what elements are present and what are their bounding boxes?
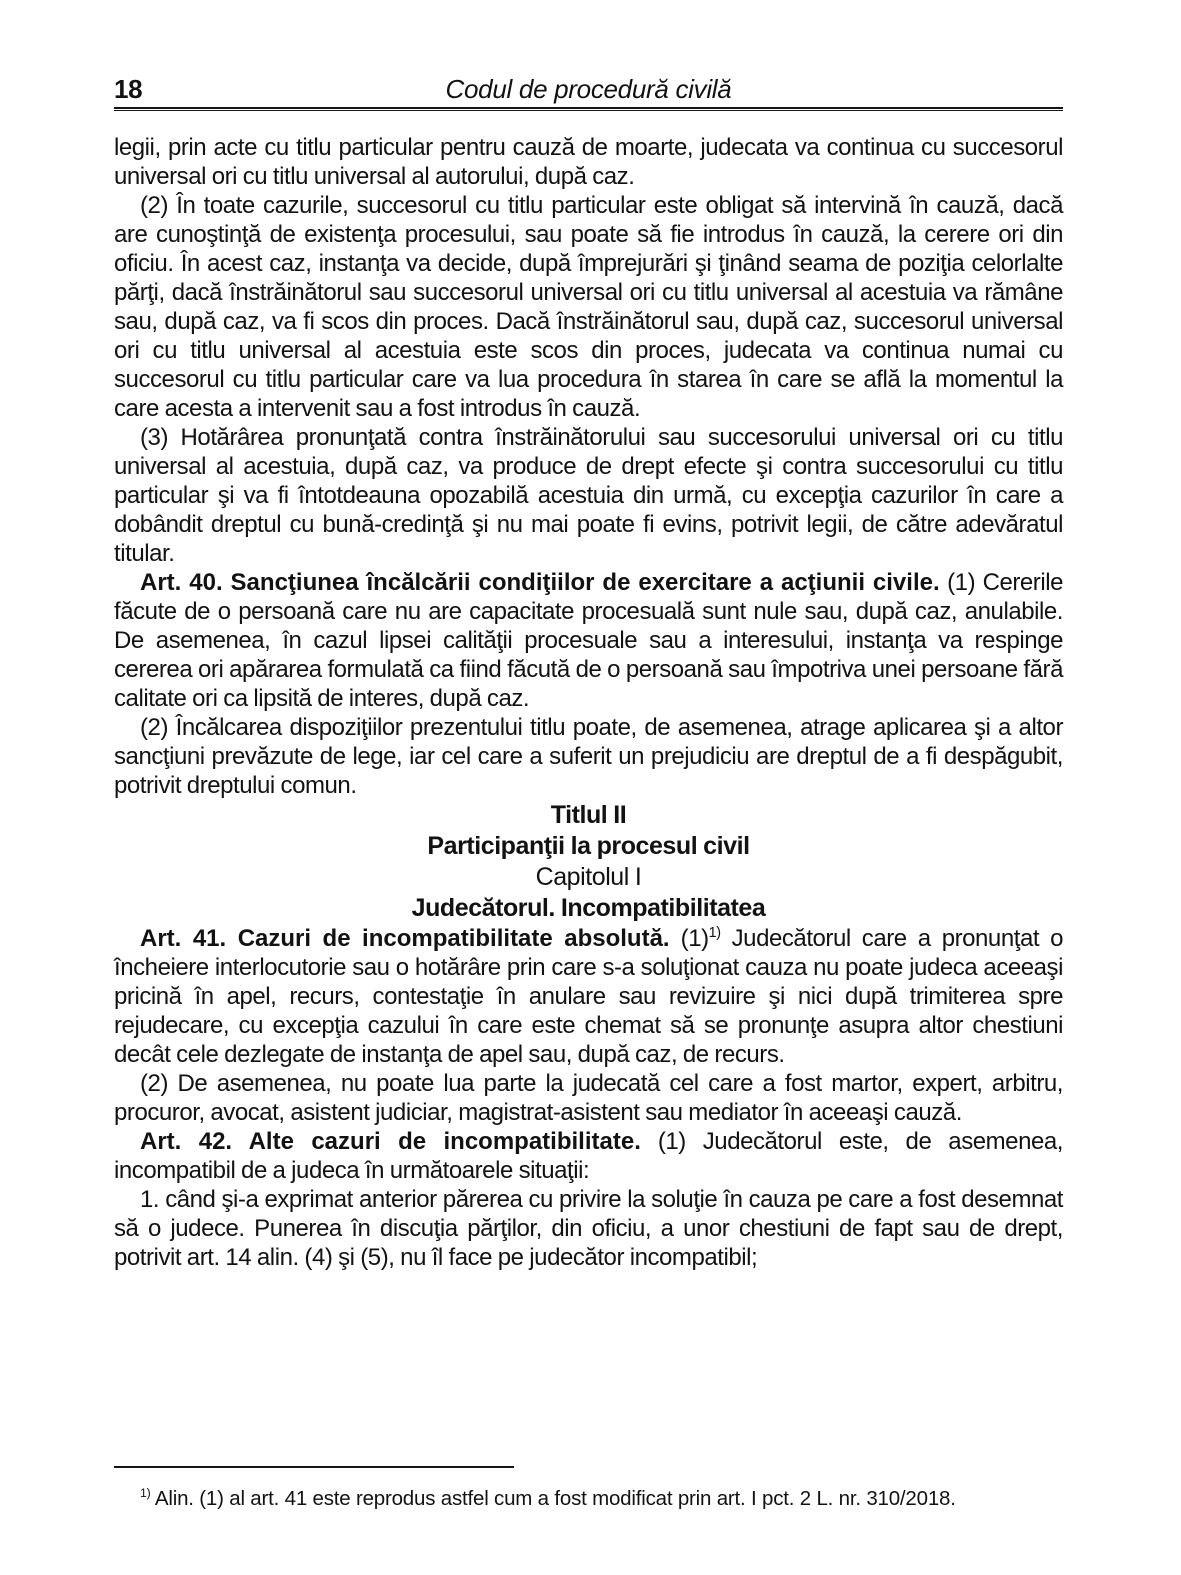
article-41-title: Art. 41. Cazuri de incompatibilitate absolută. bbox=[140, 925, 670, 952]
article-41 bbox=[114, 924, 1063, 1069]
running-title: Codul de procedură civilă bbox=[445, 74, 732, 104]
article-40-alin-2: (2) Încălcarea dispoziţiilor prezentului titlu poate, de asemenea, atrage aplicarea şi a altor sancţiuni prevăzute de lege, iar cel care a suferit un prejudiciu are dreptul de a fi despăgubit, potrivit dreptului comun. bbox=[114, 714, 1063, 799]
chapter-subheading: Judecătorul. Incompatibilitatea bbox=[411, 894, 766, 922]
footnote-rule bbox=[114, 1466, 514, 1468]
page-number: 18 bbox=[114, 74, 143, 104]
article-41-alin-number: (1) bbox=[680, 925, 709, 952]
article-42 bbox=[114, 1127, 1063, 1185]
article-42-item-1: 1. când şi-a exprimat anterior părerea cu privire la soluţie în cauza pe care a fost desemnat să o judece. Punerea în discuţia părţilor, din oficiu, a unor chestiuni de fapt sau de drept, potrivit art. 14 alin. (4) şi (5), nu îl face pe judecător incompatibil; bbox=[114, 1186, 1063, 1271]
paragraph-alin-2: (2) În toate cazurile, succesorul cu titlu particular este obligat să intervină în cauză, dacă are cunoştinţă de existenţa procesului, sau poate să fie introdus în cauză, la cerere ori din oficiu. În acest caz, instanţa va decide, după împrejurări şi ţinând seama de poziţia celorlalte părţi, dacă înstrăinătorul sau succesorul universal ori cu titlu universal al acestuia va rămâne sau, după caz, va fi scos din proces. Dacă înstrăinătorul sau, după caz, succesorul universal ori cu titlu universal al acestuia este scos din proces, judecata va continua numai cu succesorul cu titlu particular care va lua procedura în starea în care se află la momentul la care acesta a intervenit sau a fost introdus în cauză. bbox=[114, 192, 1063, 422]
chapter-heading: Capitolul I bbox=[535, 863, 642, 891]
footnote-block bbox=[114, 1466, 1063, 1512]
article-40-text: (1) Cererile făcute de o persoană care nu are capacitate procesuală sunt nule sau, după caz, anulabile. De asemenea, în cazul lipsei calităţii procesuale sau a interesului, instanţa va respinge cererea ori apărarea formulată ca fiind făcută de o persoană sau împotriva unei persoane fără calitate ori ca lipsită de interes, după caz. bbox=[114, 569, 1064, 712]
title-heading: Titlul II bbox=[550, 801, 627, 829]
article-40 bbox=[114, 568, 1063, 713]
article-41-alin-2: (2) De asemenea, nu poate lua parte la judecată cel care a fost martor, expert, arbitru, procuror, avocat, asistent judiciar, magistrat-asistent sau mediator în aceeaşi cauză. bbox=[114, 1070, 1063, 1126]
footnote-reference-marker: 1) bbox=[708, 925, 721, 941]
page-body bbox=[114, 133, 1063, 1272]
footnote-marker: 1) bbox=[140, 1486, 151, 1501]
article-41-text: Judecătorul care a pronunţat o încheiere interlocutorie sau o hotărâre prin care s-a soluţionat cauza nu poate judeca aceeaşi pricină în apel, recurs, contestaţie în anulare sau revizuire şi nici după trimiterea spre rejudecare, cu excepţia cazului în care este chemat să se pronunţe asupra altor chestiuni decât cele dezlegate de instanţa de apel sau, după caz, de recurs. bbox=[114, 925, 1064, 1068]
paragraph-alin-3: (3) Hotărârea pronunţată contra înstrăinătorului sau succesorului universal ori cu titlu universal al acestuia, după caz, va produce de drept efecte şi contra succesorului cu titlu particular şi va fi întotdeauna opozabilă acestuia din urmă, cu excepţia cazurilor în care a dobândit dreptul cu bună-credinţă şi nu mai poate fi evins, potrivit legii, de către adevăratul titular. bbox=[114, 424, 1063, 567]
article-42-title: Art. 42. Alte cazuri de incompatibilitate. bbox=[140, 1128, 641, 1155]
article-40-title: Art. 40. Sancţiunea încălcării condiţiilor de exercitare a acţiunii civile. bbox=[140, 569, 940, 596]
article-42-text: (1) Judecătorul este, de asemenea, incompatibil de a judeca în următoarele situaţii: bbox=[114, 1128, 1063, 1184]
running-header bbox=[114, 74, 1063, 106]
footnote-text: Alin. (1) al art. 41 este reprodus astfel cum a fost modificat prin art. I pct. 2 L. nr. 310/2018. bbox=[154, 1487, 956, 1510]
paragraph-continuation: legii, prin acte cu titlu particular pentru cauză de moarte, judecata va continua cu succesorul universal ori cu titlu universal al autorului, după caz. bbox=[114, 134, 1063, 190]
header-rule bbox=[114, 107, 1063, 111]
footnote bbox=[114, 1486, 1063, 1512]
title-subheading: Participanţii la procesul civil bbox=[427, 832, 750, 860]
